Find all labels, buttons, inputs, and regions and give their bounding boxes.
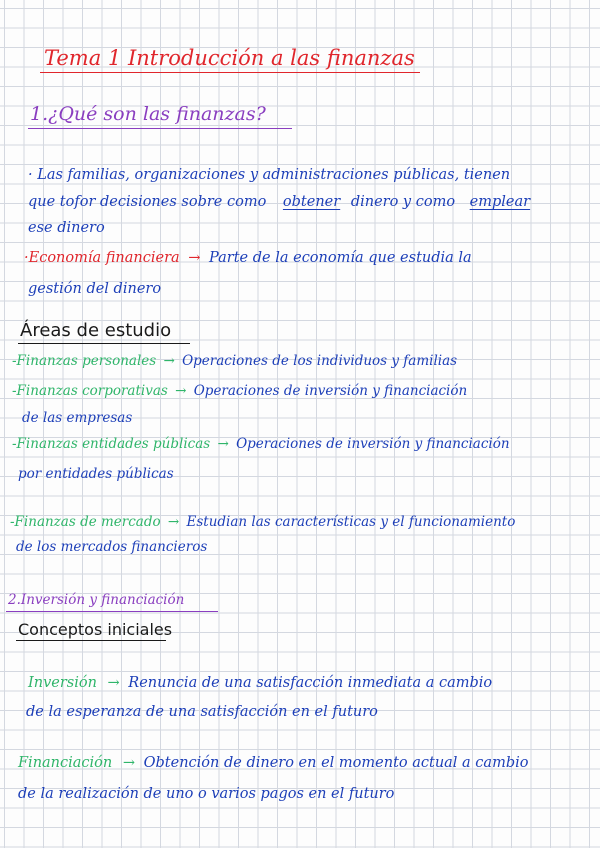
arrow-icon: → [188,250,201,266]
definition-text: Parte de la economía que estudia la [209,250,472,266]
concept-definition: Renuncia de una satisfacción inmediata a cambio [128,675,493,691]
concept-term: Inversión [28,675,97,691]
concepts-underline [16,640,166,641]
concept-inversion [28,676,492,691]
arrow-icon: → [163,353,175,369]
concept-term: Financiación [18,755,113,771]
concept-definition: Obtención de dinero en el momento actual a cambio [143,755,529,771]
area-definition: Operaciones de inversión y financiación [236,436,510,452]
concept-definition-cont: de la esperanza de una satisfacción en el futuro [26,704,378,720]
section1-underline [28,128,292,129]
concept-definition-cont: de la realización de uno o varios pagos en el futuro [18,786,395,802]
area-item-mercado [10,516,515,530]
definition-line [24,251,472,266]
concept-financiacion [18,756,528,771]
areas-underline [18,343,190,344]
page-title: Tema 1 Introducción a las finanzas [44,46,415,70]
section2-underline [6,611,218,612]
section1-heading: 1.¿Qué son las finanzas? [30,103,266,125]
area-definition: Operaciones de los individuos y familias [182,353,458,369]
area-item-publicas [12,438,510,452]
concepts-heading: Conceptos iniciales [18,620,173,639]
arrow-icon: → [167,514,180,530]
area-definition: Operaciones de inversión y financiación [193,383,468,399]
keyword-obtener: obtener [282,194,341,210]
arrow-icon: → [217,436,229,452]
area-item-personales [12,355,457,369]
title-underline [40,72,420,73]
area-definition: Estudian las características y el funcionamiento [186,514,516,530]
area-definition-cont: de las empresas [22,410,133,426]
area-term: -Finanzas personales [12,353,157,369]
area-term: -Finanzas entidades públicas [12,436,211,452]
arrow-icon: → [107,675,120,691]
section2-heading: 2.Inversión y financiación [8,592,185,608]
paragraph-line: · Las familias, organizaciones y administraciones públicas, tienen [28,167,511,183]
area-term: -Finanzas corporativas [12,383,168,399]
term-economia-financiera: ·Economía financiera [24,250,180,266]
area-definition-cont: por entidades públicas [18,466,174,482]
paragraph-line [28,195,530,210]
areas-heading: Áreas de estudio [20,320,172,341]
paragraph-text: dinero y como [350,194,456,210]
definition-line: gestión del dinero [28,281,162,297]
paragraph-line: ese dinero [28,220,105,236]
area-term: -Finanzas de mercado [10,514,161,530]
area-item-corporativas [12,385,467,399]
area-definition-cont: de los mercados financieros [16,539,208,555]
keyword-emplear: emplear [469,194,531,210]
arrow-icon: → [122,755,136,771]
arrow-icon: → [175,383,187,399]
paragraph-text: que tofor decisiones sobre como [28,194,267,210]
